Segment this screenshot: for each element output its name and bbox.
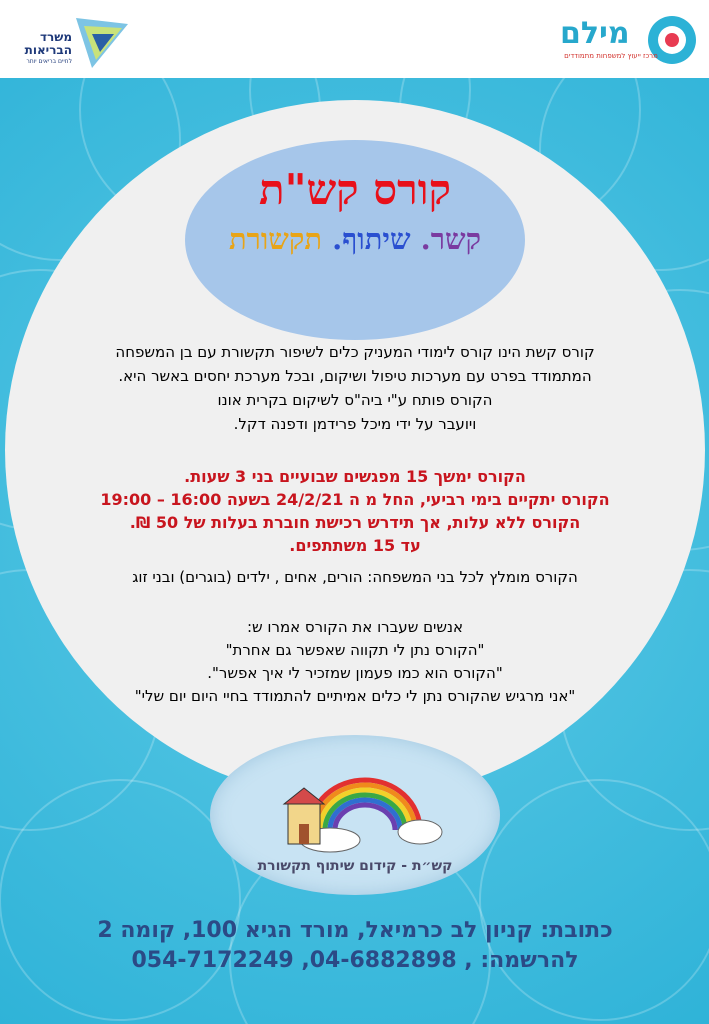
ministry-of-health-logo-icon	[70, 12, 132, 72]
rainbow-house-cloud-icon	[270, 770, 450, 860]
description-line: המתמודד בפרט עם מערכות טיפול ושיקום, ובכל מערכת יחסים באשר היא.	[118, 367, 592, 385]
subtitle-word-3: תקשורת	[228, 222, 323, 256]
subtitle-word-2: שיתוף.	[332, 222, 411, 256]
course-details	[50, 465, 660, 557]
course-logo-caption: קש״ת - קידום שיתוף תקשורת	[257, 858, 453, 874]
details-line: עד 15 משתתפים.	[289, 536, 421, 555]
subtitle-word-1: קשר.	[420, 222, 482, 256]
registration-line: להרשמה: , 04-6882898, 054-7172249	[131, 948, 579, 973]
description-line: ויועבר על ידי מיכל פרידמן ודפנה דקל.	[233, 415, 477, 433]
details-line: הקורס יתקיים בימי רביעי, החל מ ה 24/2/21 בשעה 16:00 – 19:00	[100, 490, 610, 509]
testimonial-line: אנשים שעברו את הקורס אמרו ש:	[246, 618, 464, 636]
ministry-logo-tagline: לחיים בריאים יותר	[26, 58, 72, 65]
milam-logo-tagline: מרכז ייעוץ למשפחות מתמודדים	[564, 52, 658, 60]
description-line: הקורס פותח ע"י ביה"ס לשיקום בקרית אונו	[217, 391, 493, 409]
contact-footer	[30, 916, 680, 976]
ministry-logo-line-2: הבריאות	[24, 43, 72, 57]
page-subtitle	[185, 222, 525, 257]
course-description	[50, 340, 660, 436]
details-line: הקורס ללא עלות, אך תידרש רכישת חוברת בעלות של 50 ₪.	[129, 513, 581, 532]
description-line: קורס קשת הינו קורס לימודי המעניק כלים לשיפור תקשורת עם בן המשפחה	[115, 343, 595, 361]
ministry-logo-line-1: משרד	[39, 30, 72, 44]
details-line: הקורס ימשך 15 מפגשים שבועיים בני 3 שעות.	[184, 467, 526, 486]
ministry-logo-name	[12, 31, 72, 57]
page-title: קורס קש"ת	[258, 165, 452, 214]
testimonial-line: "הקורס הוא כמו פעמון שמזכיר לי איך אפשר".	[207, 664, 503, 682]
testimonials	[50, 616, 660, 708]
milam-logo-name: מילם	[560, 16, 630, 51]
recommendation: הקורס מומלץ לכל בני המשפחה: הורים, אחים , ילדים (בוגרים) ובני זוג	[132, 568, 578, 586]
testimonial-line: "אני מרגיש שהקורס נתן לי כלים אמיתיים להתמודד בחיי היום יום שלי"	[134, 687, 576, 705]
testimonial-line: "הקורס נתן לי תקווה שאפשר גם אחרת"	[225, 641, 485, 659]
address-line: כתובת: קניון לב כרמיאל, מורד הגיא 100, קומה 2	[97, 918, 613, 943]
